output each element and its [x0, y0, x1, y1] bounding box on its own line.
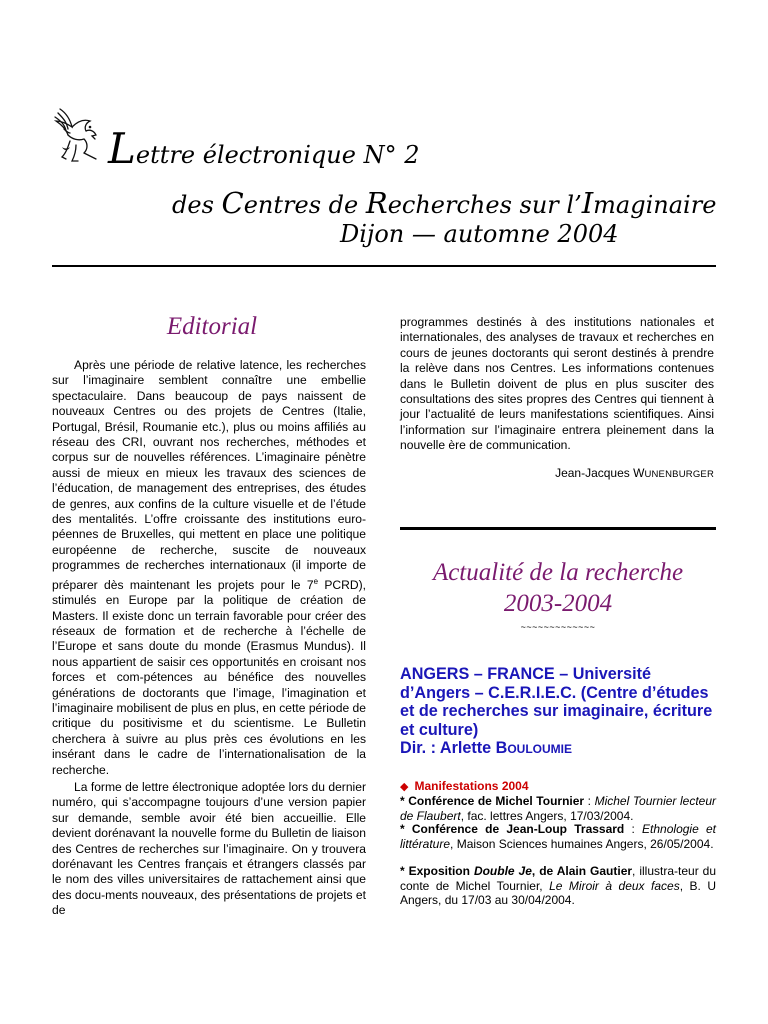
manifestation-entry	[400, 794, 716, 823]
entry-title: Ethnologie et littérature	[400, 822, 716, 851]
section-divider	[400, 527, 716, 530]
editorial-paragraph-3: programmes destinés à des institutions nationales et internationales, des analyses de travaux et recherches en cours de jeunes doctorants qui seront destinés à prendre la relève dans nos Centres. Les informations contenues dans le Bulletin doivent de plus en plus susciter des consultations des sites propres des Centres qui tiennent à jour l’actualité de leurs manifestations scientifiques. Ainsi l’information sur l’imaginaire entrera pleinement dans la nouvelle ère de communication.	[400, 315, 714, 453]
manifestations-heading	[400, 779, 716, 793]
title-initial: L	[108, 124, 136, 173]
center-heading	[400, 665, 720, 759]
entry-label: , de Alain Gautier	[531, 864, 633, 878]
entry-details: , Maison Sciences humaines Angers, 26/05/2004.	[450, 836, 714, 851]
actualite-title-line: Actualité de la recherche	[432, 559, 684, 586]
entry-label-italic: Double Je	[473, 864, 532, 878]
editorial-text: PCRD), stimulés en Europe par la politique de création de Masters. Il existe donc un terrain favorable pour créer des réseaux de formation et de recherche à l’échelle de l’Europe et sans doute du monde (Erasmus Mundus). Il nous appartient de saisir ces opportunités en croisant nos forces et com-pétences au bénéfice des nouvelles générations de doctorants que l’image, l’imagination et l’imaginaire mobilisent de plus en plus, en cette période de critique du positivisme et du scientisme. Le Bulletin cherchera à suivre au plus près ces évolutions en les insérant dans le cadre de l’internationalisation de la recherche.	[52, 577, 367, 777]
actualite-heading	[400, 557, 716, 619]
director-prefix: Dir. : Arlette B	[400, 739, 508, 758]
subtitle-part: maginaire	[593, 191, 717, 219]
entry-title: Le Miroir à deux faces	[549, 878, 680, 893]
actualite-years: 2003-2004	[503, 590, 613, 617]
diamond-bullet-icon: ◆	[400, 781, 409, 793]
entry-label: * Conférence de Jean-Loup Trassard	[400, 822, 625, 836]
editorial-text: Après une période de relative latence, les recherches sur l’imaginaire semblent connaître une embellie spectaculaire. Dans beaucoup de pays naissent de nouveaux Centres ou des projets de Centres (Italie, Portugal, Brésil, Roumanie etc.), plus ou moins affiliés au réseau des CRI, ouvrant nos recherches, méthodes et corpus sur de nouvelles références. L’imaginaire pénètre aussi de mieux en mieux les travaux des sciences de l’éducation, de management des entreprises, des études de genres, aux confins de la culture visuelle et de l’étude des mentalités. L’offre croissante des institutions euro-péennes de Bruxelles, qui mettent en place une politique européenne de recherche, suscite de nouveaux programmes de recherches internationaux (il importe de préparer dès maintenant les projets pour le 7	[52, 358, 366, 592]
title-rest: ettre électronique N° 2	[135, 141, 420, 169]
subtitle-part: entres de	[243, 191, 366, 219]
entry-label: * Conférence de Michel Tournier	[400, 794, 585, 808]
entry-details: , B. U Angers, du 17/03 au 30/04/2004.	[400, 878, 717, 908]
editorial-paragraph-2: La forme de lettre électronique adoptée lors du dernier numéro, qui s’accompagne toujours d’une version papier sur demande, semble avoir été bien accueillie. Elle devient dorénavant la nouvelle forme du Bulletin de liaison des Centres de recherches sur l’imaginaire. On y trouvera dorénavant les Centres français et étrangers classés par le nom des villes universitaires de rattachement ainsi que des docu-ments nouveaux, des présentations de projets et de	[52, 780, 366, 918]
entry-title: Michel Tournier lecteur de Flaubert	[400, 794, 716, 823]
entry-details: , fac. lettres Angers, 17/03/2004.	[460, 808, 634, 823]
subtitle-capital: C	[221, 186, 244, 220]
header-divider	[52, 265, 716, 267]
entry-sep: :	[584, 794, 595, 808]
superscript: e	[313, 576, 319, 586]
entry-details: , illustra-teur du conte de Michel Tournier,	[400, 864, 716, 893]
subtitle-part: des	[172, 191, 222, 219]
tilde-separator: ~~~~~~~~~~~~~	[520, 622, 596, 632]
editorial-signature	[400, 466, 714, 480]
subtitle-part: echerches sur l’	[387, 191, 582, 219]
place-date: Dijon — automne 2004	[340, 220, 619, 248]
entry-label: * Exposition	[400, 864, 474, 878]
manifestations-title: Manifestations 2004	[414, 779, 529, 793]
manifestation-entry	[400, 864, 716, 908]
newsletter-subtitle	[172, 186, 716, 220]
center-name: ANGERS – FRANCE – Université d’Angers – C.E.R.I.E.C. (Centre d’études et de recherches sur imaginaire, écriture et culture)	[400, 665, 713, 739]
manifestation-entry	[400, 822, 716, 851]
subtitle-capital: I	[581, 186, 594, 220]
signature-first: Jean-Jacques W	[555, 466, 645, 480]
editorial-heading: Editorial	[166, 313, 258, 340]
griffin-logo-icon	[52, 103, 102, 165]
entry-sep: :	[624, 822, 643, 836]
signature-smallcaps: UNENBURGER	[644, 469, 714, 480]
subtitle-capital: R	[365, 186, 388, 220]
newsletter-title	[108, 124, 420, 173]
director-smallcaps: OULOUMIE	[507, 742, 573, 757]
editorial-paragraph-1	[52, 358, 366, 778]
